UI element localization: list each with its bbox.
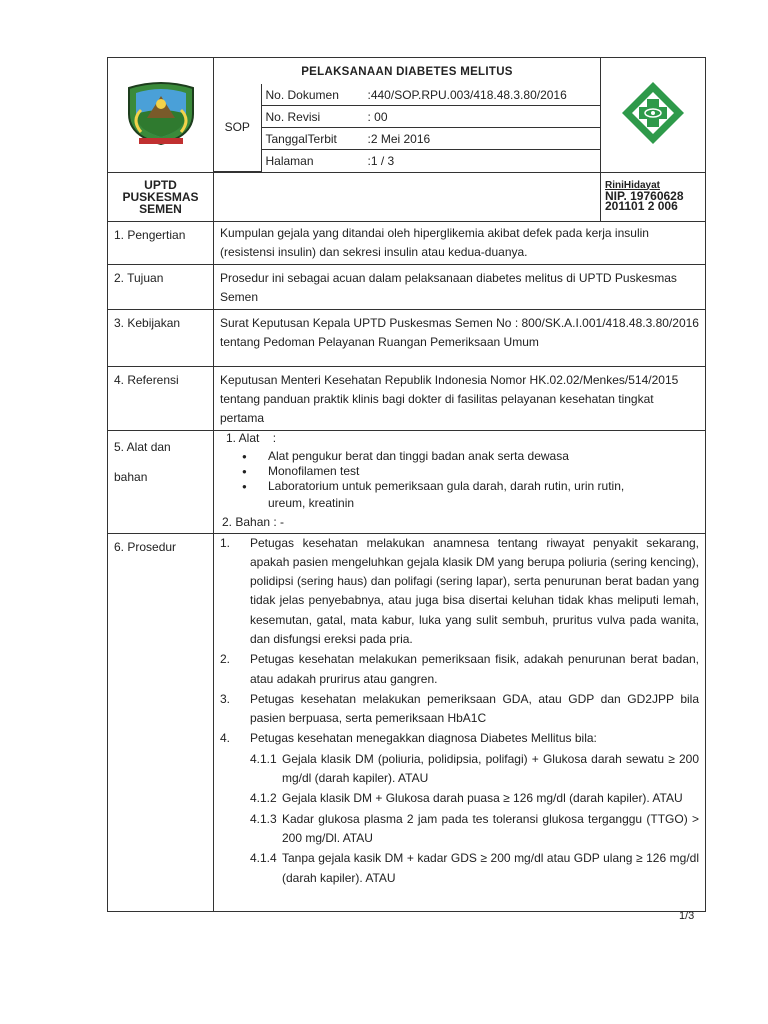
sop-label: SOP: [214, 84, 261, 171]
signer-nip: NIP. 19760628: [605, 188, 684, 203]
document-meta-table: [214, 84, 600, 172]
meta-key: Halaman: [265, 153, 314, 168]
section-text-tujuan: Prosedur ini sebagai acuan dalam pelaksanaan diabetes melitus di UPTD Puskesmas Semen: [214, 264, 706, 309]
step-text: Petugas kesehatan menegakkan diagnosa Diabetes Mellitus bila:: [250, 731, 597, 746]
procedure-substep: [250, 849, 699, 888]
signature-block: [601, 172, 706, 221]
procedure-step: [220, 534, 699, 650]
section-label-kebijakan: 3. Kebijakan: [108, 309, 214, 366]
bahan-text: 2. Bahan : -: [222, 514, 285, 529]
regency-emblem-icon: [123, 80, 199, 146]
substep-number: 4.1.3: [250, 811, 277, 826]
meta-key: TanggalTerbit: [265, 131, 337, 146]
list-item: ● Alat pengukur berat dan tinggi badan anak serta dewasa: [242, 449, 699, 464]
section-label-pengertian: 1. Pengertian: [108, 221, 214, 264]
section-text-referensi: Keputusan Menteri Kesehatan Republik Indonesia Nomor HK.02.02/Menkes/514/2015 tentang panduan praktik klinis bagi dokter di fasilitas pelayanan kesehatan tingkat pertama: [214, 366, 706, 430]
meta-row: [261, 150, 600, 172]
signer-nip: 201101 2 006: [605, 198, 678, 213]
meta-row: [261, 84, 600, 106]
empty-cell: [214, 172, 601, 221]
substep-text: Gejala klasik DM (poliuria, polidipsia, polifagi) + Glukosa darah sewatu ≥ 200 mg/dl (darah kapiler). ATAU: [282, 751, 699, 786]
header-center-cell: [214, 58, 601, 173]
unit-line: UPTD: [144, 177, 177, 192]
puskesmas-logo-icon: [619, 79, 687, 147]
document-title: PELAKSANAAN DIABETES MELITUS: [301, 66, 513, 78]
procedure-step: [220, 690, 699, 729]
alat-list: [220, 449, 699, 494]
meta-row: [261, 106, 600, 128]
step-text: Petugas kesehatan melakukan pemeriksaan fisik, adakah penurunan berat badan, atau adakah prurirus atau gangren.: [250, 652, 699, 686]
procedure-list: [220, 534, 699, 888]
meta-value: :2 Mei 2016: [367, 131, 431, 146]
step-number: 2.: [220, 652, 231, 667]
step-number: 3.: [220, 691, 231, 706]
substep-number: 4.1.2: [250, 791, 277, 806]
procedure-substep: [250, 810, 699, 849]
procedure-substep: [250, 789, 699, 808]
section-text-prosedur: [214, 533, 706, 911]
label-line: bahan: [114, 469, 148, 484]
sop-table: [107, 57, 706, 912]
puskesmas-logo-cell: [601, 58, 706, 173]
step-text: Petugas kesehatan melakukan anamnesa tentang riwayat penyakit sekarang, apakah pasien mengeluhkan gejala klasik DM yang berupa poliuria (sering kencing), polidipsi (sering haus) dan polifagi (sering lapar), serta penurunan berat badan yang tidak jelas penyebabnya, atau juga bisa disertai keluhan tidak khas meliputi lemah, kesemutan, gatal, mata kabur, luka yang sulit sembuh, pruritus vulva pada wanita, dan disfungsi ereksi pada pria.: [250, 535, 699, 646]
section-text-kebijakan: Surat Keputusan Kepala UPTD Puskesmas Semen No : 800/SK.A.I.001/418.48.3.80/2016 tentang Pedoman Pelayanan Ruangan Pemeriksaan Umum: [214, 309, 706, 366]
section-label-tujuan: 2. Tujuan: [108, 264, 214, 309]
meta-value: :440/SOP.RPU.003/418.48.3.80/2016: [367, 87, 567, 102]
step-number: 1.: [220, 535, 231, 550]
procedure-step: [220, 729, 699, 887]
substep-text: Kadar glukosa plasma 2 jam pada tes toleransi glukosa terganggu (TTGO) > 200 mg/Dl. ATAU: [282, 811, 699, 845]
section-label-prosedur: 6. Prosedur: [108, 533, 214, 911]
alat-title: 1. Alat :: [226, 430, 277, 445]
step-number: 4.: [220, 731, 231, 746]
procedure-step: [220, 650, 699, 689]
meta-row: [261, 128, 600, 150]
unit-line: SEMEN: [139, 201, 182, 216]
substep-number: 4.1.4: [250, 851, 277, 866]
regency-logo-cell: [108, 58, 214, 173]
section-text-alat: [214, 430, 706, 533]
signer-name: RiniHidayat: [605, 179, 661, 191]
meta-value: :1 / 3: [367, 153, 395, 168]
section-text-pengertian: Kumpulan gejala yang ditandai oleh hiperglikemia akibat defek pada kerja insulin (resistensi insulin) dan sekresi insulin atau kedua-duanya.: [214, 221, 706, 264]
unit-name: [108, 172, 214, 221]
meta-value: : 00: [367, 109, 388, 124]
procedure-substep: [250, 750, 699, 789]
procedure-substeps: [250, 750, 699, 888]
step-text: Petugas kesehatan melakukan pemeriksaan GDA, atau GDP dan GD2JPP bila pasien berpuasa, serta pemeriksaan HbA1C: [250, 691, 699, 726]
page-number: 1/3: [679, 910, 695, 922]
unit-line: PUSKESMAS: [122, 189, 199, 204]
list-item: ● Monofilamen test: [242, 464, 699, 479]
meta-key: No. Dokumen: [265, 87, 339, 102]
substep-number: 4.1.1: [250, 751, 277, 766]
substep-text: Tanpa gejala kasik DM + kadar GDS ≥ 200 mg/dl atau GDP ulang ≥ 126 mg/dl (darah kapiler). ATAU: [282, 851, 699, 885]
label-line: 5. Alat dan: [114, 439, 171, 454]
section-label-referensi: 4. Referensi: [108, 366, 214, 430]
substep-text: Gejala klasik DM + Glukosa darah puasa ≥ 126 mg/dl (darah kapiler). ATAU: [282, 791, 683, 806]
list-item-continuation: ureum, kreatinin: [268, 495, 355, 510]
meta-key: No. Revisi: [265, 109, 321, 124]
list-item: ● Laboratorium untuk pemeriksaan gula darah, darah rutin, urin rutin,: [242, 479, 699, 494]
section-label-alat: [108, 430, 214, 533]
